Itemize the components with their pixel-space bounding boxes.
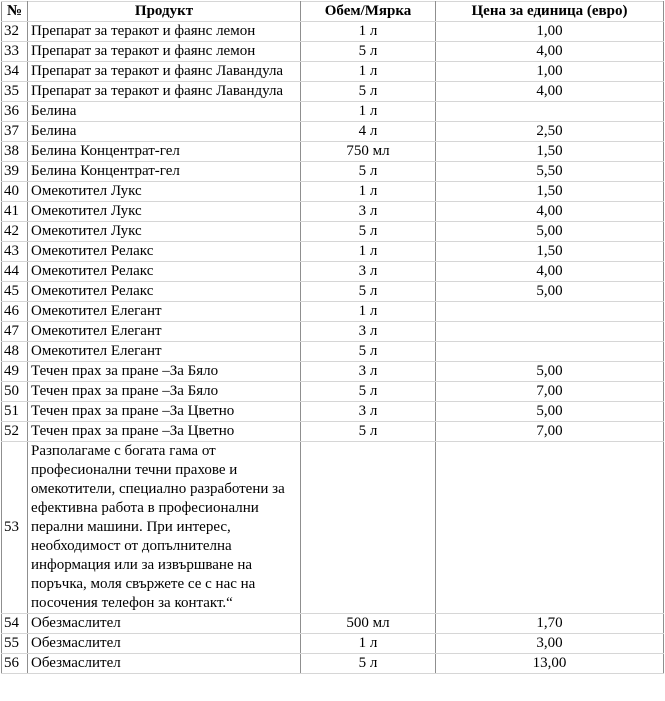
cell-num: 34 xyxy=(2,62,28,82)
cell-product: Белина xyxy=(28,102,301,122)
table-row xyxy=(2,142,664,162)
cell-product: Омекотител Релакс xyxy=(28,262,301,282)
table-body xyxy=(2,22,664,674)
cell-num: 46 xyxy=(2,302,28,322)
cell-num: 43 xyxy=(2,242,28,262)
cell-volume: 5 л xyxy=(301,654,436,674)
table-row xyxy=(2,162,664,182)
table-row xyxy=(2,382,664,402)
cell-num: 35 xyxy=(2,82,28,102)
header-number: № xyxy=(2,2,28,22)
cell-num: 54 xyxy=(2,614,28,634)
cell-product: Белина xyxy=(28,122,301,142)
cell-price: 4,00 xyxy=(436,262,664,282)
cell-product: Течен прах за пране –За Бяло xyxy=(28,362,301,382)
table-row xyxy=(2,442,664,614)
cell-product: Обезмаслител xyxy=(28,614,301,634)
cell-price: 5,00 xyxy=(436,222,664,242)
cell-volume: 3 л xyxy=(301,402,436,422)
cell-product: Омекотител Лукс xyxy=(28,182,301,202)
table-row xyxy=(2,62,664,82)
cell-product: Обезмаслител xyxy=(28,654,301,674)
cell-volume: 1 л xyxy=(301,62,436,82)
cell-volume: 5 л xyxy=(301,82,436,102)
cell-price: 5,50 xyxy=(436,162,664,182)
cell-product: Омекотител Релакс xyxy=(28,282,301,302)
table-header-row xyxy=(2,2,664,22)
cell-product: Препарат за теракот и фаянс лемон xyxy=(28,42,301,62)
cell-num: 51 xyxy=(2,402,28,422)
cell-price: 13,00 xyxy=(436,654,664,674)
cell-price: 7,00 xyxy=(436,382,664,402)
cell-num: 42 xyxy=(2,222,28,242)
table-row xyxy=(2,362,664,382)
cell-num: 32 xyxy=(2,22,28,42)
cell-num: 36 xyxy=(2,102,28,122)
cell-volume: 5 л xyxy=(301,222,436,242)
cell-num: 52 xyxy=(2,422,28,442)
table-row xyxy=(2,182,664,202)
cell-product: Препарат за теракот и фаянс Лавандула xyxy=(28,82,301,102)
cell-num: 47 xyxy=(2,322,28,342)
cell-price xyxy=(436,342,664,362)
cell-volume: 3 л xyxy=(301,262,436,282)
cell-price: 5,00 xyxy=(436,362,664,382)
cell-num: 41 xyxy=(2,202,28,222)
cell-volume: 5 л xyxy=(301,282,436,302)
cell-volume: 1 л xyxy=(301,242,436,262)
cell-volume: 3 л xyxy=(301,322,436,342)
cell-product: Препарат за теракот и фаянс Лавандула xyxy=(28,62,301,82)
cell-price xyxy=(436,442,664,614)
cell-product: Препарат за теракот и фаянс лемон xyxy=(28,22,301,42)
cell-volume: 5 л xyxy=(301,422,436,442)
table-row xyxy=(2,102,664,122)
cell-volume: 1 л xyxy=(301,302,436,322)
cell-price: 1,00 xyxy=(436,62,664,82)
cell-volume: 500 мл xyxy=(301,614,436,634)
cell-volume: 5 л xyxy=(301,162,436,182)
header-product: Продукт xyxy=(28,2,301,22)
cell-volume: 4 л xyxy=(301,122,436,142)
cell-price: 5,00 xyxy=(436,402,664,422)
cell-num: 33 xyxy=(2,42,28,62)
table-row xyxy=(2,242,664,262)
cell-num: 50 xyxy=(2,382,28,402)
cell-product: Разполагаме с богата гама от професионални течни прахове и омекотители, специално разработени за ефективна работа в професионални перални машини. При интерес, необходимост от допълнителна информация или за извършване на поръчка, моля свържете се с нас на посочения телефон за контакт.“ xyxy=(28,442,301,614)
table-row xyxy=(2,262,664,282)
cell-price: 1,50 xyxy=(436,242,664,262)
cell-product: Омекотител Елегант xyxy=(28,302,301,322)
cell-volume: 1 л xyxy=(301,182,436,202)
cell-product: Омекотител Елегант xyxy=(28,322,301,342)
table-row xyxy=(2,322,664,342)
cell-price xyxy=(436,302,664,322)
cell-num: 48 xyxy=(2,342,28,362)
table-row xyxy=(2,614,664,634)
cell-price xyxy=(436,102,664,122)
table-row xyxy=(2,122,664,142)
cell-product: Омекотител Лукс xyxy=(28,222,301,242)
cell-price: 3,00 xyxy=(436,634,664,654)
cell-product: Белина Концентрат-гел xyxy=(28,142,301,162)
cell-product: Течен прах за пране –За Бяло xyxy=(28,382,301,402)
cell-volume: 1 л xyxy=(301,634,436,654)
cell-price: 1,00 xyxy=(436,22,664,42)
cell-num: 37 xyxy=(2,122,28,142)
cell-num: 38 xyxy=(2,142,28,162)
cell-volume xyxy=(301,442,436,614)
table-row xyxy=(2,654,664,674)
cell-price: 4,00 xyxy=(436,82,664,102)
cell-price: 2,50 xyxy=(436,122,664,142)
header-volume: Обем/Мярка xyxy=(301,2,436,22)
cell-price: 4,00 xyxy=(436,42,664,62)
cell-volume: 5 л xyxy=(301,42,436,62)
cell-product: Обезмаслител xyxy=(28,634,301,654)
table-row xyxy=(2,634,664,654)
cell-price: 1,50 xyxy=(436,142,664,162)
cell-product: Омекотител Елегант xyxy=(28,342,301,362)
table-row xyxy=(2,422,664,442)
cell-num: 53 xyxy=(2,442,28,614)
price-table xyxy=(1,1,664,674)
cell-num: 49 xyxy=(2,362,28,382)
table-row xyxy=(2,82,664,102)
cell-price: 1,70 xyxy=(436,614,664,634)
table-row xyxy=(2,202,664,222)
cell-num: 45 xyxy=(2,282,28,302)
table-row xyxy=(2,342,664,362)
cell-volume: 3 л xyxy=(301,202,436,222)
cell-num: 56 xyxy=(2,654,28,674)
cell-num: 55 xyxy=(2,634,28,654)
cell-volume: 750 мл xyxy=(301,142,436,162)
cell-num: 39 xyxy=(2,162,28,182)
cell-product: Омекотител Лукс xyxy=(28,202,301,222)
table-row xyxy=(2,42,664,62)
cell-product: Течен прах за пране –За Цветно xyxy=(28,402,301,422)
cell-num: 40 xyxy=(2,182,28,202)
cell-volume: 5 л xyxy=(301,342,436,362)
cell-volume: 3 л xyxy=(301,362,436,382)
cell-price: 4,00 xyxy=(436,202,664,222)
cell-price: 7,00 xyxy=(436,422,664,442)
cell-product: Течен прах за пране –За Цветно xyxy=(28,422,301,442)
cell-price: 1,50 xyxy=(436,182,664,202)
cell-product: Омекотител Релакс xyxy=(28,242,301,262)
table-row xyxy=(2,302,664,322)
cell-volume: 1 л xyxy=(301,22,436,42)
cell-product: Белина Концентрат-гел xyxy=(28,162,301,182)
cell-price xyxy=(436,322,664,342)
table-row xyxy=(2,222,664,242)
table-row xyxy=(2,282,664,302)
cell-volume: 5 л xyxy=(301,382,436,402)
cell-num: 44 xyxy=(2,262,28,282)
cell-price: 5,00 xyxy=(436,282,664,302)
header-price: Цена за единица (евро) xyxy=(436,2,664,22)
table-row xyxy=(2,402,664,422)
cell-volume: 1 л xyxy=(301,102,436,122)
table-row xyxy=(2,22,664,42)
